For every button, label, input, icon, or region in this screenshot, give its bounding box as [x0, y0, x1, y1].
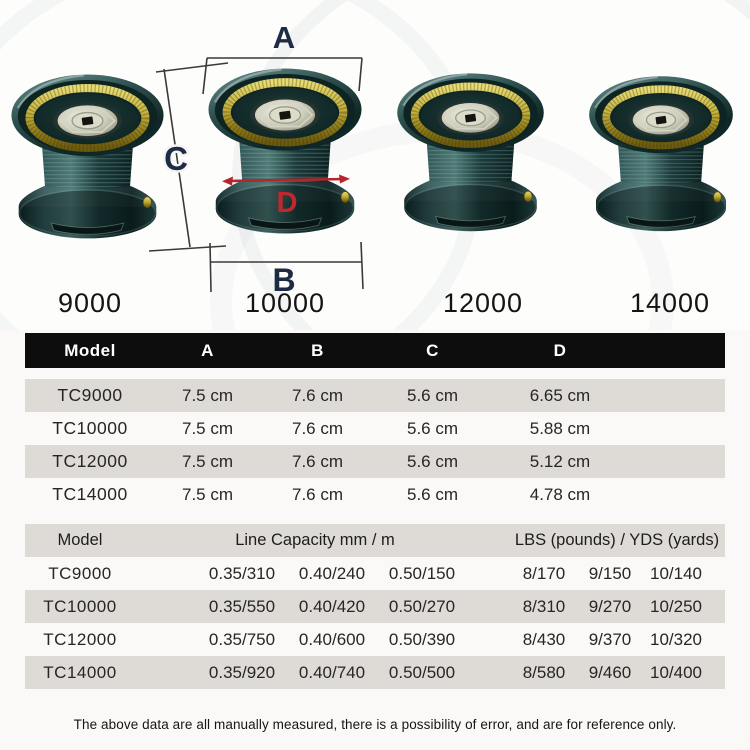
product-hero: [0, 0, 750, 330]
dim-label-b: B: [272, 262, 296, 298]
header-b: B: [311, 340, 324, 360]
cell-capacity: 0.50/150: [388, 563, 456, 583]
header-line-capacity: Line Capacity mm / m: [235, 531, 395, 549]
capacity-table-header: [25, 524, 725, 557]
cell-a: 7.5 cm: [181, 451, 234, 471]
cell-model: TC12000: [52, 451, 128, 471]
cell-model: TC10000: [52, 418, 128, 438]
cell-a: 7.5 cm: [181, 484, 234, 504]
cell-lbs: 8/580: [522, 662, 566, 682]
dimension-table-header: [25, 333, 725, 368]
cell-b: 7.6 cm: [291, 418, 344, 438]
spool-image-14000: [584, 72, 738, 243]
table-row: [25, 412, 725, 445]
cell-capacity: 0.50/500: [388, 662, 456, 682]
cell-c: 5.6 cm: [406, 451, 459, 471]
cell-capacity: 0.40/740: [298, 662, 366, 682]
header-lbs-yds: LBS (pounds) / YDS (yards): [514, 531, 720, 549]
table-row: [25, 590, 725, 623]
header-a: A: [201, 340, 214, 360]
model-label-12000: 12000: [442, 288, 524, 318]
cell-lbs: 9/460: [588, 662, 632, 682]
cell-model: TC14000: [52, 484, 128, 504]
cell-lbs: 9/270: [588, 596, 632, 616]
cell-lbs: 8/430: [522, 629, 566, 649]
header-c: C: [426, 340, 439, 360]
cell-capacity: 0.40/600: [298, 629, 366, 649]
cell-lbs: 10/400: [650, 662, 702, 682]
cell-d: 6.65 cm: [529, 385, 591, 405]
cell-lbs: 9/370: [588, 629, 632, 649]
cell-capacity: 0.40/240: [298, 563, 366, 583]
table-row: [25, 557, 725, 590]
cell-c: 5.6 cm: [406, 484, 459, 504]
dim-label-c: C: [164, 140, 188, 177]
capacity-table: [25, 524, 725, 689]
model-label-14000: 14000: [629, 288, 711, 318]
table-row: [25, 379, 725, 412]
cell-capacity: 0.50/270: [388, 596, 456, 616]
cell-b: 7.6 cm: [291, 451, 344, 471]
spool-image-9000: [6, 70, 169, 251]
model-label-9000: 9000: [57, 288, 123, 318]
cell-capacity: 0.50/390: [388, 629, 456, 649]
table-row: [25, 623, 725, 656]
disclaimer-note: The above data are all manually measured, there is a possibility of error, and are for reference only.: [73, 717, 677, 732]
table-row: [25, 445, 725, 478]
cell-a: 7.5 cm: [181, 385, 234, 405]
cell-c: 5.6 cm: [406, 418, 459, 438]
cell-c: 5.6 cm: [406, 385, 459, 405]
cell-d: 5.88 cm: [529, 418, 591, 438]
cell-d: 4.78 cm: [529, 484, 591, 504]
header-model: Model: [64, 340, 116, 360]
table-row: [25, 656, 725, 689]
cell-lbs: 8/310: [522, 596, 566, 616]
cell-b: 7.6 cm: [291, 385, 344, 405]
cell-lbs: 8/170: [522, 563, 566, 583]
header-d: D: [553, 340, 567, 360]
table-row: [25, 478, 725, 511]
cell-capacity: 0.35/310: [208, 563, 276, 583]
model-label-10000: 10000: [244, 288, 326, 318]
cell-d: 5.12 cm: [529, 451, 591, 471]
cell-capacity: 0.35/920: [208, 662, 276, 682]
cell-lbs: 10/140: [650, 563, 702, 583]
cell-model: TC10000: [43, 596, 117, 616]
cell-a: 7.5 cm: [181, 418, 234, 438]
cell-b: 7.6 cm: [291, 484, 344, 504]
dimension-table: [25, 333, 725, 511]
cell-model: TC12000: [43, 629, 117, 649]
cell-model: TC9000: [57, 385, 123, 405]
cell-model: TC9000: [48, 563, 112, 583]
header-model: Model: [57, 531, 103, 549]
cell-model: TC14000: [43, 662, 117, 682]
cell-capacity: 0.35/550: [208, 596, 276, 616]
cell-lbs: 10/320: [650, 629, 702, 649]
cell-lbs: 9/150: [588, 563, 632, 583]
cell-capacity: 0.35/750: [208, 629, 276, 649]
dim-label-a: A: [272, 20, 296, 55]
cell-lbs: 10/250: [650, 596, 702, 616]
spool-image-10000: [203, 64, 367, 246]
dim-label-d: D: [276, 187, 298, 219]
cell-capacity: 0.40/420: [298, 596, 366, 616]
spool-image-12000: [392, 69, 549, 243]
